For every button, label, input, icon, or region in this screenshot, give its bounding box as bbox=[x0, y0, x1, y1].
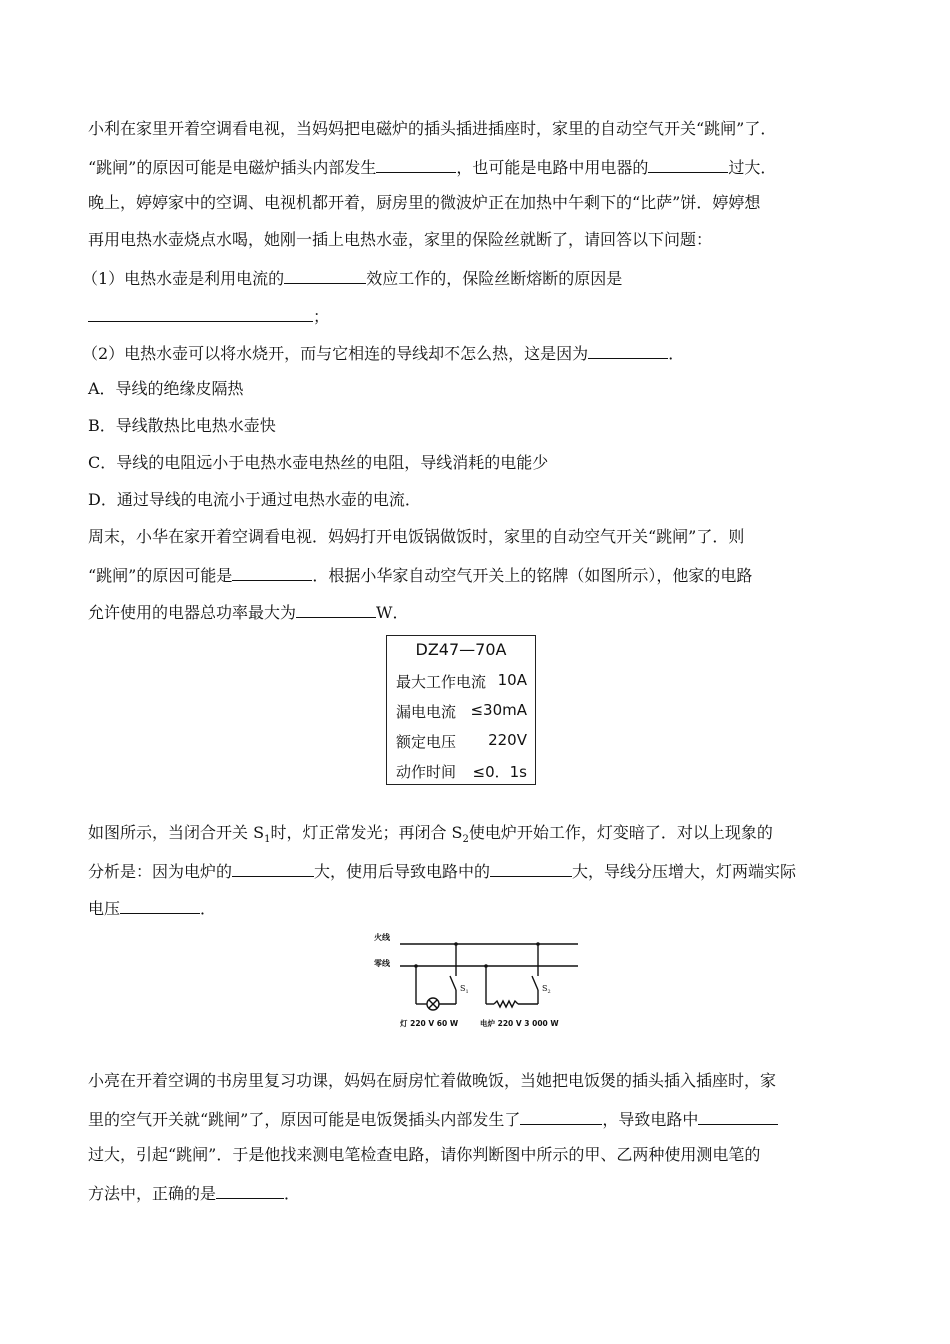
answer-blank[interactable] bbox=[120, 896, 200, 914]
q2-part2 bbox=[82, 341, 684, 365]
q4-line-3 bbox=[88, 896, 216, 920]
q1-text: 过大． bbox=[728, 158, 777, 177]
breaker-nameplate bbox=[386, 635, 536, 785]
nameplate-value: 10A bbox=[497, 671, 527, 689]
q1-line-1 bbox=[88, 118, 776, 140]
answer-blank[interactable] bbox=[698, 1107, 778, 1125]
switch-s1-label: $S_1$ bbox=[460, 984, 469, 995]
q3-text: W． bbox=[376, 603, 409, 622]
junction-dot bbox=[536, 942, 540, 946]
switch-s2-icon bbox=[532, 976, 538, 990]
q4-text: 如图所示，当闭合开关 S bbox=[88, 823, 265, 842]
option-text: C．导线的电阻远小于电热水壶电热丝的电阻，导线消耗的电能少 bbox=[88, 453, 549, 472]
answer-blank[interactable] bbox=[490, 859, 572, 877]
q5-text: ． bbox=[284, 1184, 301, 1203]
lamp-label: 灯 220 V 60 W bbox=[400, 1019, 459, 1028]
option-text: B．导线散热比电热水壶快 bbox=[88, 416, 276, 435]
q2-option-c[interactable] bbox=[88, 452, 548, 474]
q2-text: 效应工作的，保险丝断熔断的原因是 bbox=[366, 269, 623, 288]
q2-text: （1）电热水壶是利用电流的 bbox=[82, 269, 285, 288]
answer-blank[interactable] bbox=[284, 266, 366, 284]
nameplate-label: 漏电电流 bbox=[396, 703, 457, 721]
subscript: 2 bbox=[462, 834, 469, 846]
q2-option-b[interactable] bbox=[88, 415, 276, 437]
nameplate-label: 最大工作电流 bbox=[396, 673, 487, 691]
q5-line-2 bbox=[88, 1107, 778, 1131]
q5-line-3 bbox=[88, 1144, 760, 1166]
stove-label: 电炉 220 V 3 000 W bbox=[480, 1019, 559, 1028]
answer-blank[interactable] bbox=[376, 155, 456, 173]
q2-part1 bbox=[82, 266, 622, 290]
nameplate-value: ≤0．1s bbox=[472, 763, 527, 781]
q2-text: 晚上，婷婷家中的空调、电视机都开着，厨房里的微波炉正在加热中午剩下的“比萨”饼．婷婷想 bbox=[88, 193, 761, 212]
q3-text: ．根据小华家自动空气开关上的铭牌（如图所示），他家的电路 bbox=[312, 566, 753, 585]
option-text: D．通过导线的电流小于通过电热水壶的电流． bbox=[88, 490, 421, 509]
q4-text: 使电炉开始工作，灯变暗了．对以上现象的 bbox=[468, 823, 773, 842]
nameplate-row bbox=[396, 671, 527, 692]
nameplate-value: ≤30mA bbox=[470, 701, 527, 719]
switch-s1-icon bbox=[450, 976, 456, 990]
q1-line-2 bbox=[88, 155, 776, 179]
q5-text: ，导致电路中 bbox=[602, 1110, 699, 1129]
q2-part1-cont bbox=[88, 304, 329, 328]
answer-blank[interactable] bbox=[588, 341, 668, 359]
q4-text: 电压 bbox=[88, 899, 121, 918]
live-wire-label: 火线 bbox=[374, 933, 390, 942]
q2-text: ． bbox=[668, 344, 685, 363]
q4-line-2 bbox=[88, 859, 796, 883]
q5-line-4 bbox=[88, 1181, 300, 1205]
answer-blank[interactable] bbox=[232, 859, 314, 877]
q4-text: 时，灯正常发光；再闭合 S bbox=[270, 823, 463, 842]
q4-text: 大，使用后导致电路中的 bbox=[314, 862, 491, 881]
q3-text: 允许使用的电器总功率最大为 bbox=[88, 603, 297, 622]
junction-dot bbox=[414, 964, 418, 968]
answer-blank[interactable] bbox=[520, 1107, 602, 1125]
q3-line-3 bbox=[88, 600, 408, 624]
q5-text: 里的空气开关就“跳闸”了，原因可能是电饭煲插头内部发生了 bbox=[88, 1110, 521, 1129]
answer-blank[interactable] bbox=[296, 600, 376, 618]
option-text: A．导线的绝缘皮隔热 bbox=[88, 379, 244, 398]
q2-text: 再用电热水壶烧点水喝，她刚一插上电热水壶，家里的保险丝就断了，请回答以下问题： bbox=[88, 230, 713, 249]
q5-line-1 bbox=[88, 1070, 776, 1092]
q5-text: 过大，引起“跳闸”．于是他找来测电笔检查电路，请你判断图中所示的甲、乙两种使用测电笔的 bbox=[88, 1145, 761, 1164]
junction-dot bbox=[454, 942, 458, 946]
q2-option-a[interactable] bbox=[88, 378, 244, 400]
q3-text: 周末，小华在家开着空调看电视．妈妈打开电饭锅做饭时，家里的自动空气开关“跳闸”了．则 bbox=[88, 527, 745, 546]
nameplate-row bbox=[396, 761, 527, 782]
nameplate-row bbox=[396, 701, 527, 722]
answer-blank[interactable] bbox=[216, 1181, 284, 1199]
q3-line-2 bbox=[88, 563, 752, 587]
q2-option-d[interactable] bbox=[88, 489, 421, 511]
q4-text: ． bbox=[200, 899, 217, 918]
q1-text: “跳闸”的原因可能是电磁炉插头内部发生 bbox=[88, 158, 377, 177]
switch-s2-label: $S_2$ bbox=[542, 984, 551, 995]
q1-text: 小利在家里开着空调看电视，当妈妈把电磁炉的插头插进插座时，家里的自动空气开关“跳闸”了． bbox=[88, 119, 777, 138]
q2-text: ； bbox=[313, 307, 330, 326]
q2-line-2 bbox=[88, 229, 712, 251]
neutral-wire-label: 零线 bbox=[374, 959, 390, 968]
q3-line-1 bbox=[88, 526, 744, 548]
answer-blank[interactable] bbox=[648, 155, 728, 173]
q5-text: 小亮在开着空调的书房里复习功课，妈妈在厨房忙着做晚饭，当她把电饭煲的插头插入插座时，家 bbox=[88, 1071, 777, 1090]
circuit-diagram bbox=[370, 926, 585, 1032]
q2-line-1 bbox=[88, 192, 760, 214]
answer-blank[interactable] bbox=[88, 304, 313, 322]
stove-heater-icon bbox=[494, 1001, 518, 1007]
subscript: 1 bbox=[264, 834, 271, 846]
nameplate-row bbox=[396, 731, 527, 752]
nameplate-value: 220V bbox=[488, 731, 527, 749]
q1-text: ，也可能是电路中用电器的 bbox=[456, 158, 649, 177]
q3-text: “跳闸”的原因可能是 bbox=[88, 566, 233, 585]
nameplate-title: DZ47—70A bbox=[415, 640, 507, 659]
q4-text: 分析是：因为电炉的 bbox=[88, 862, 233, 881]
junction-dot bbox=[484, 964, 488, 968]
q4-line-1 bbox=[88, 822, 773, 851]
q5-text: 方法中，正确的是 bbox=[88, 1184, 217, 1203]
answer-blank[interactable] bbox=[232, 563, 312, 581]
q4-text: 大，导线分压增大，灯两端实际 bbox=[572, 862, 797, 881]
nameplate-label: 额定电压 bbox=[396, 733, 457, 751]
nameplate-label: 动作时间 bbox=[396, 763, 457, 781]
q2-text: （2）电热水壶可以将水烧开，而与它相连的导线却不怎么热，这是因为 bbox=[82, 344, 589, 363]
